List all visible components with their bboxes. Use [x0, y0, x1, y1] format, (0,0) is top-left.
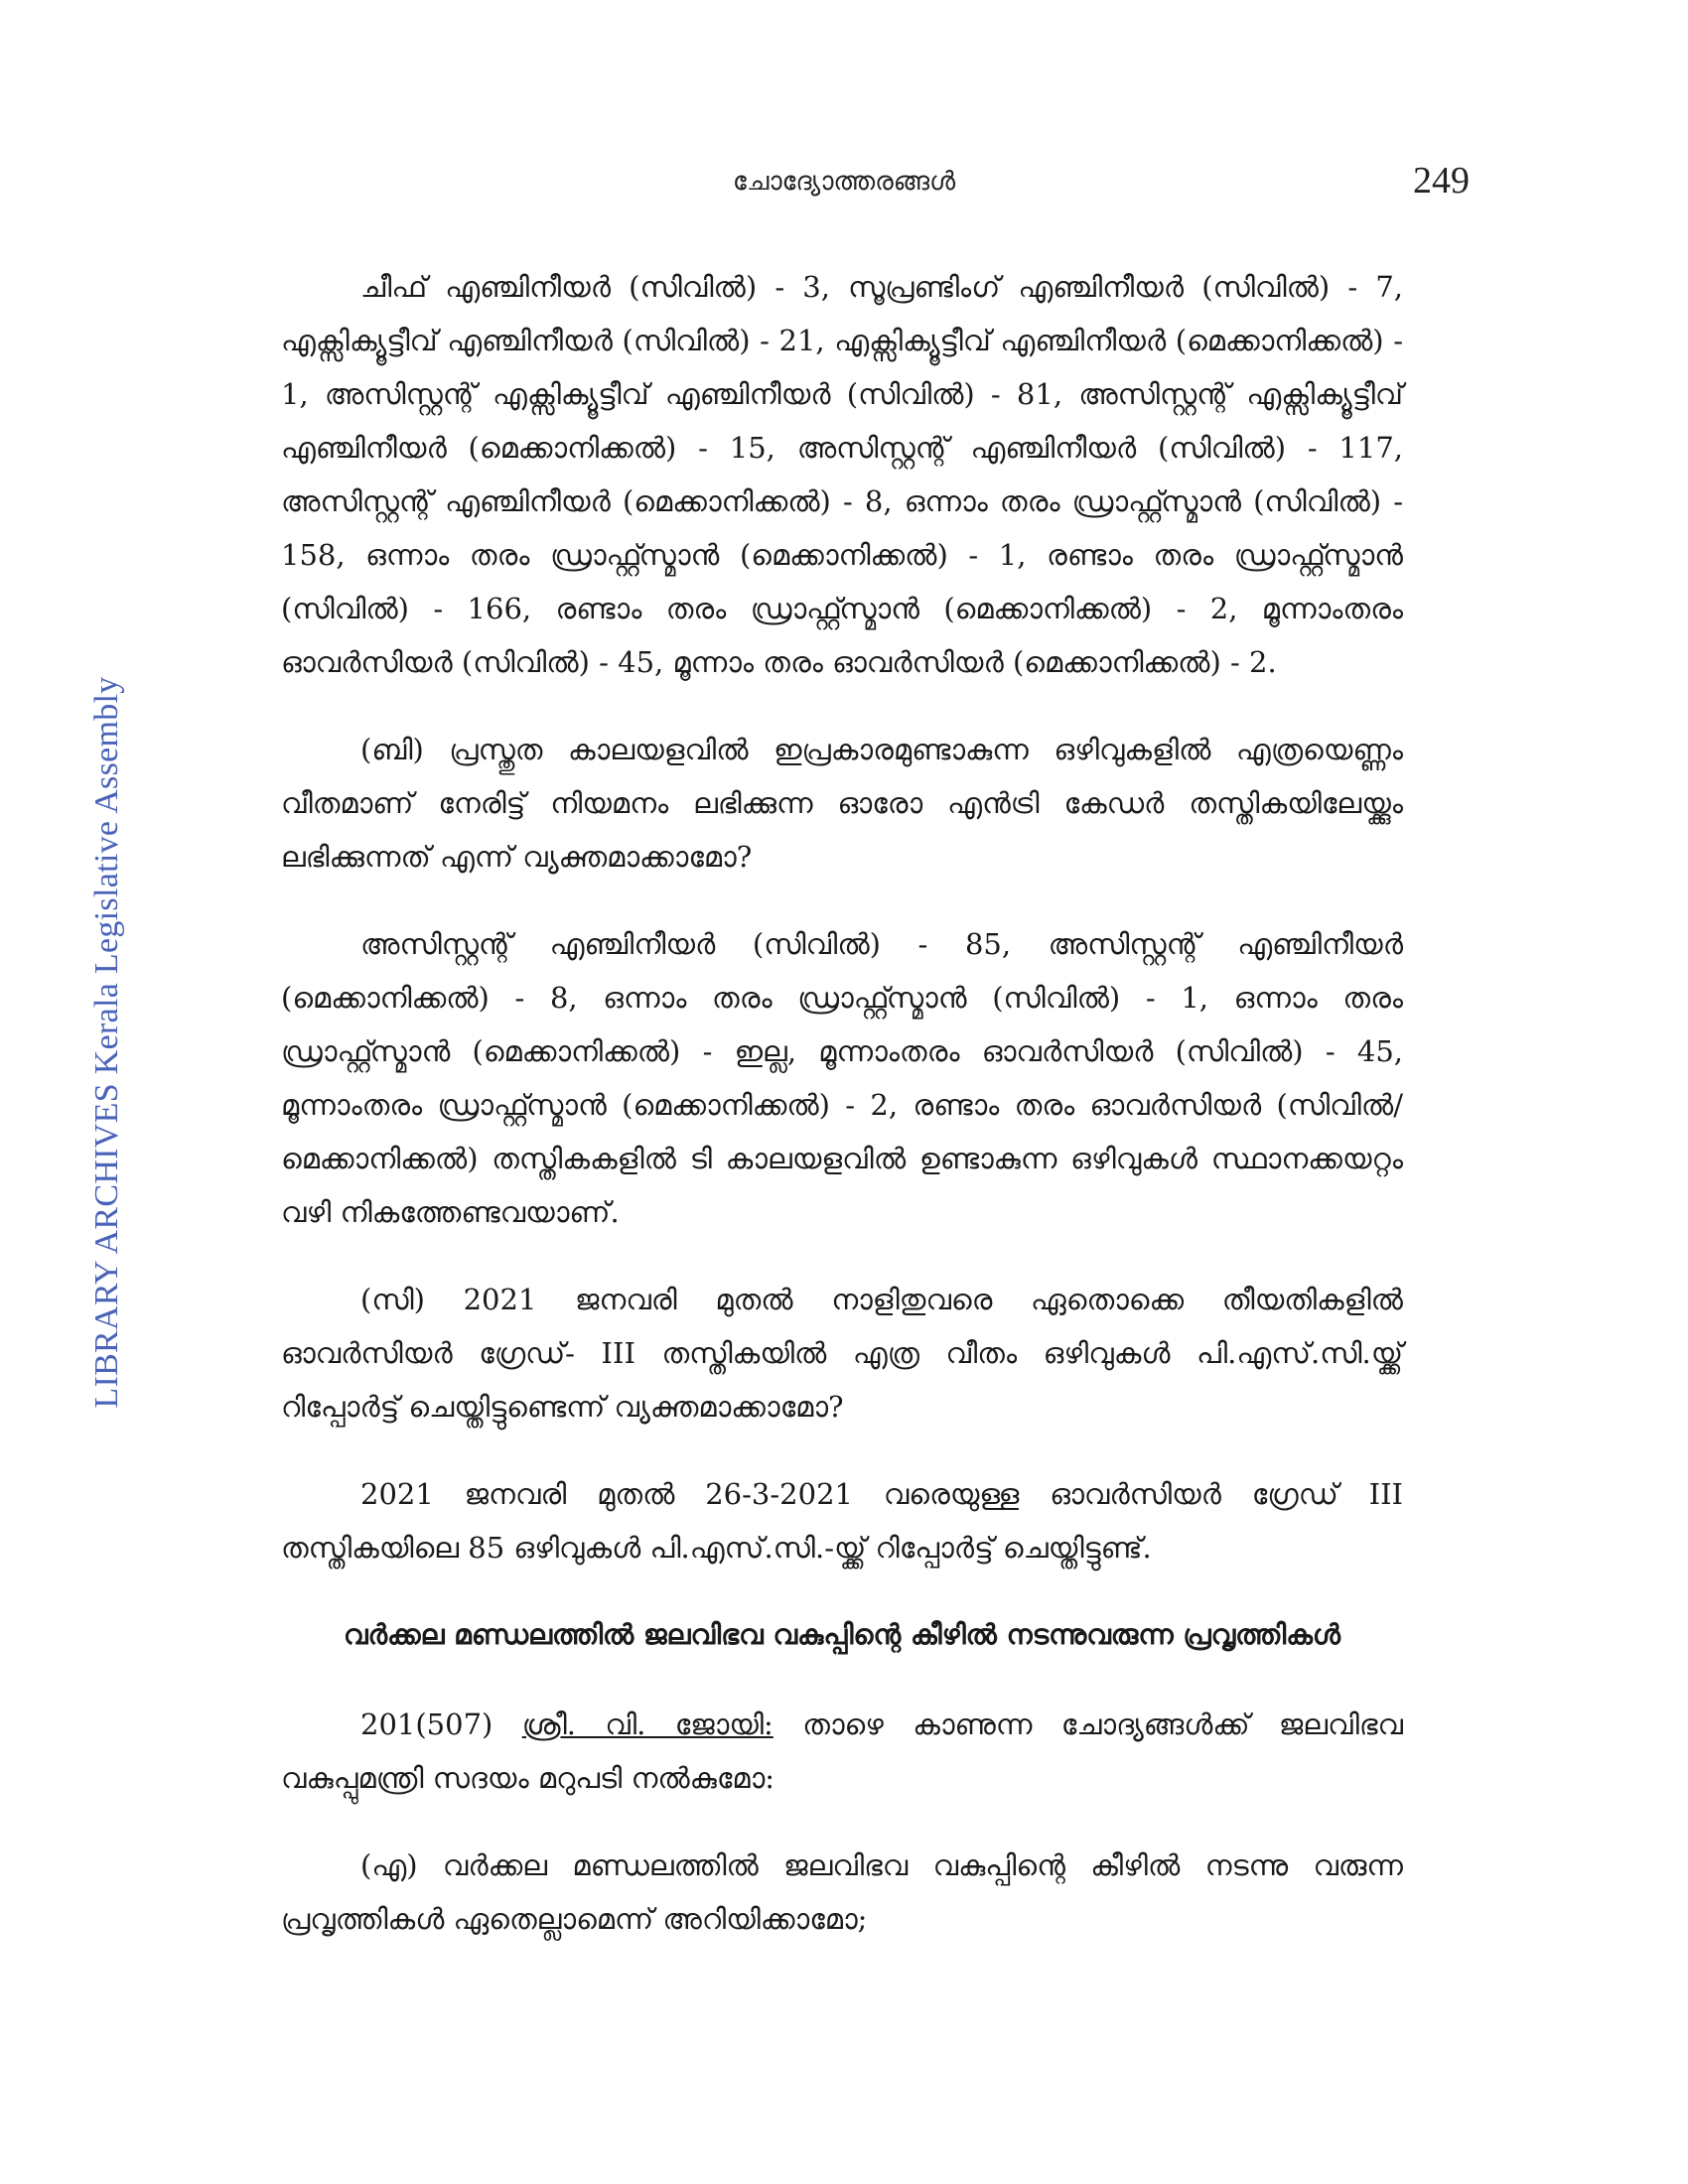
question-b-paragraph: (ബി) പ്രസ്തുത കാലയളവിൽ ഇപ്രകാരമുണ്ടാകുന്ന ഒഴിവുകളിൽ എത്രയെണ്ണം വീതമാണ് നേരിട്ട് നിയമനം ലഭിക്കുന്ന ഓരോ എൻട്രി കേഡർ തസ്തികയിലേയ്ക്കും ലഭിക്കുന്നത് എന്ന് വ്യക്തമാക്കാമോ?: [281, 733, 1403, 874]
answer-a-paragraph: ചീഫ് എഞ്ചിനീയർ (സിവിൽ) - 3, സൂപ്രണ്ടിംഗ് എഞ്ചിനീയർ (സിവിൽ) - 7, എക്സിക്യൂട്ടീവ് എഞ്ചിനീയർ (സിവിൽ) - 21, എക്സിക്യൂട്ടീവ് എഞ്ചിനീയർ (മെക്കാനിക്കൽ) - 1, അസിസ്റ്റന്റ് എക്സിക്യൂട്ടീവ് എഞ്ചിനീയർ (സിവിൽ) - 81, അസിസ്റ്റന്റ് എക്സിക്യൂട്ടീവ് എഞ്ചിനീയർ (മെക്കാനിക്കൽ) - 15, അസിസ്റ്റന്റ് എഞ്ചിനീയർ (സിവിൽ) - 117, അസിസ്റ്റന്റ് എഞ്ചിനീയർ (മെക്കാനിക്കൽ) - 8, ഒന്നാം തരം ഡ്രാഫ്റ്റ്സ്മാൻ (സിവിൽ) - 158, ഒന്നാം തരം ഡ്രാഫ്റ്റ്സ്മാൻ (മെക്കാനിക്കൽ) - 1, രണ്ടാം തരം ഡ്രാഫ്റ്റ്സ്മാൻ (സിവിൽ) - 166, രണ്ടാം തരം ഡ്രാഫ്റ്റ്സ്മാൻ (മെക്കാനിക്കൽ) - 2, മൂന്നാംതരം ഓവർസിയർ (സിവിൽ) - 45, മൂന്നാം തരം ഓവർസിയർ (മെക്കാനിക്കൽ) - 2.: [281, 270, 1403, 679]
page-number: 249: [1413, 160, 1470, 202]
question-c-paragraph: (സി) 2021 ജനവരി മുതൽ നാളിതുവരെ ഏതൊക്കെ തീയതികളിൽ ഓവർസിയർ ഗ്രേഡ്- III തസ്തികയിൽ എത്ര വീതം ഒഴിവുകൾ പി.എസ്.സി.യ്ക്ക് റിപ്പോർട്ട് ചെയ്തിട്ടുണ്ടെന്ന് വ്യക്തമാക്കാമോ?: [281, 1283, 1403, 1424]
member-name: ശ്രീ. വി. ജോയി:: [521, 1707, 774, 1741]
running-title: ചോദ്യോത്തരങ്ങൾ: [732, 167, 956, 197]
page-body: [281, 260, 1403, 1979]
answer-b-paragraph: അസിസ്റ്റന്റ് എഞ്ചിനീയർ (സിവിൽ) - 85, അസിസ്റ്റന്റ് എഞ്ചിനീയർ (മെക്കാനിക്കൽ) - 8, ഒന്നാം തരം ഡ്രാഫ്റ്റ്സ്മാൻ (സിവിൽ) - 1, ഒന്നാം തരം ഡ്രാഫ്റ്റ്സ്മാൻ (മെക്കാനിക്കൽ) - ഇല്ല, മൂന്നാംതരം ഓവർസിയർ (സിവിൽ) - 45, മൂന്നാംതരം ഡ്രാഫ്റ്റ്സ്മാൻ (മെക്കാനിക്കൽ) - 2, രണ്ടാം തരം ഓവർസിയർ (സിവിൽ/മെക്കാനിക്കൽ) തസ്തികകളിൽ ടി കാലയളവിൽ ഉണ്ടാകുന്ന ഒഴിവുകൾ സ്ഥാനക്കയറ്റം വഴി നികത്തേണ്ടവയാണ്.: [281, 927, 1403, 1229]
question-number: 201(507): [360, 1707, 493, 1741]
question-201-intro: [281, 1698, 1403, 1805]
question-intro-text: താഴെ കാണുന്ന ചോദ്യങ്ങൾക്ക് ജലവിഭവ വകുപ്പുമന്ത്രി സദയം മറുപടി നൽകുമോ:: [281, 1707, 1403, 1795]
question-201-a: (എ) വർക്കല മണ്ഡലത്തിൽ ജലവിഭവ വകുപ്പിന്റെ കീഴിൽ നടന്നു വരുന്ന പ്രവൃത്തികൾ ഏതെല്ലാമെന്ന് അറിയിക്കാമോ;: [281, 1848, 1403, 1936]
answer-c-paragraph: 2021 ജനവരി മുതൽ 26-3-2021 വരെയുള്ള ഓവർസിയർ ഗ്രേഡ് III തസ്തികയിലെ 85 ഒഴിവുകൾ പി.എസ്.സി.-യ്ക്ക് റിപ്പോർട്ട് ചെയ്തിട്ടുണ്ട്.: [281, 1477, 1403, 1565]
section-heading: വർക്കല മണ്ഡലത്തിൽ ജലവിഭവ വകുപ്പിന്റെ കീഴിൽ നടന്നുവരുന്ന പ്രവൃത്തികൾ: [343, 1618, 1341, 1651]
archive-watermark: LIBRARY ARCHIVES Kerala Legislative Assembly: [88, 676, 125, 1409]
